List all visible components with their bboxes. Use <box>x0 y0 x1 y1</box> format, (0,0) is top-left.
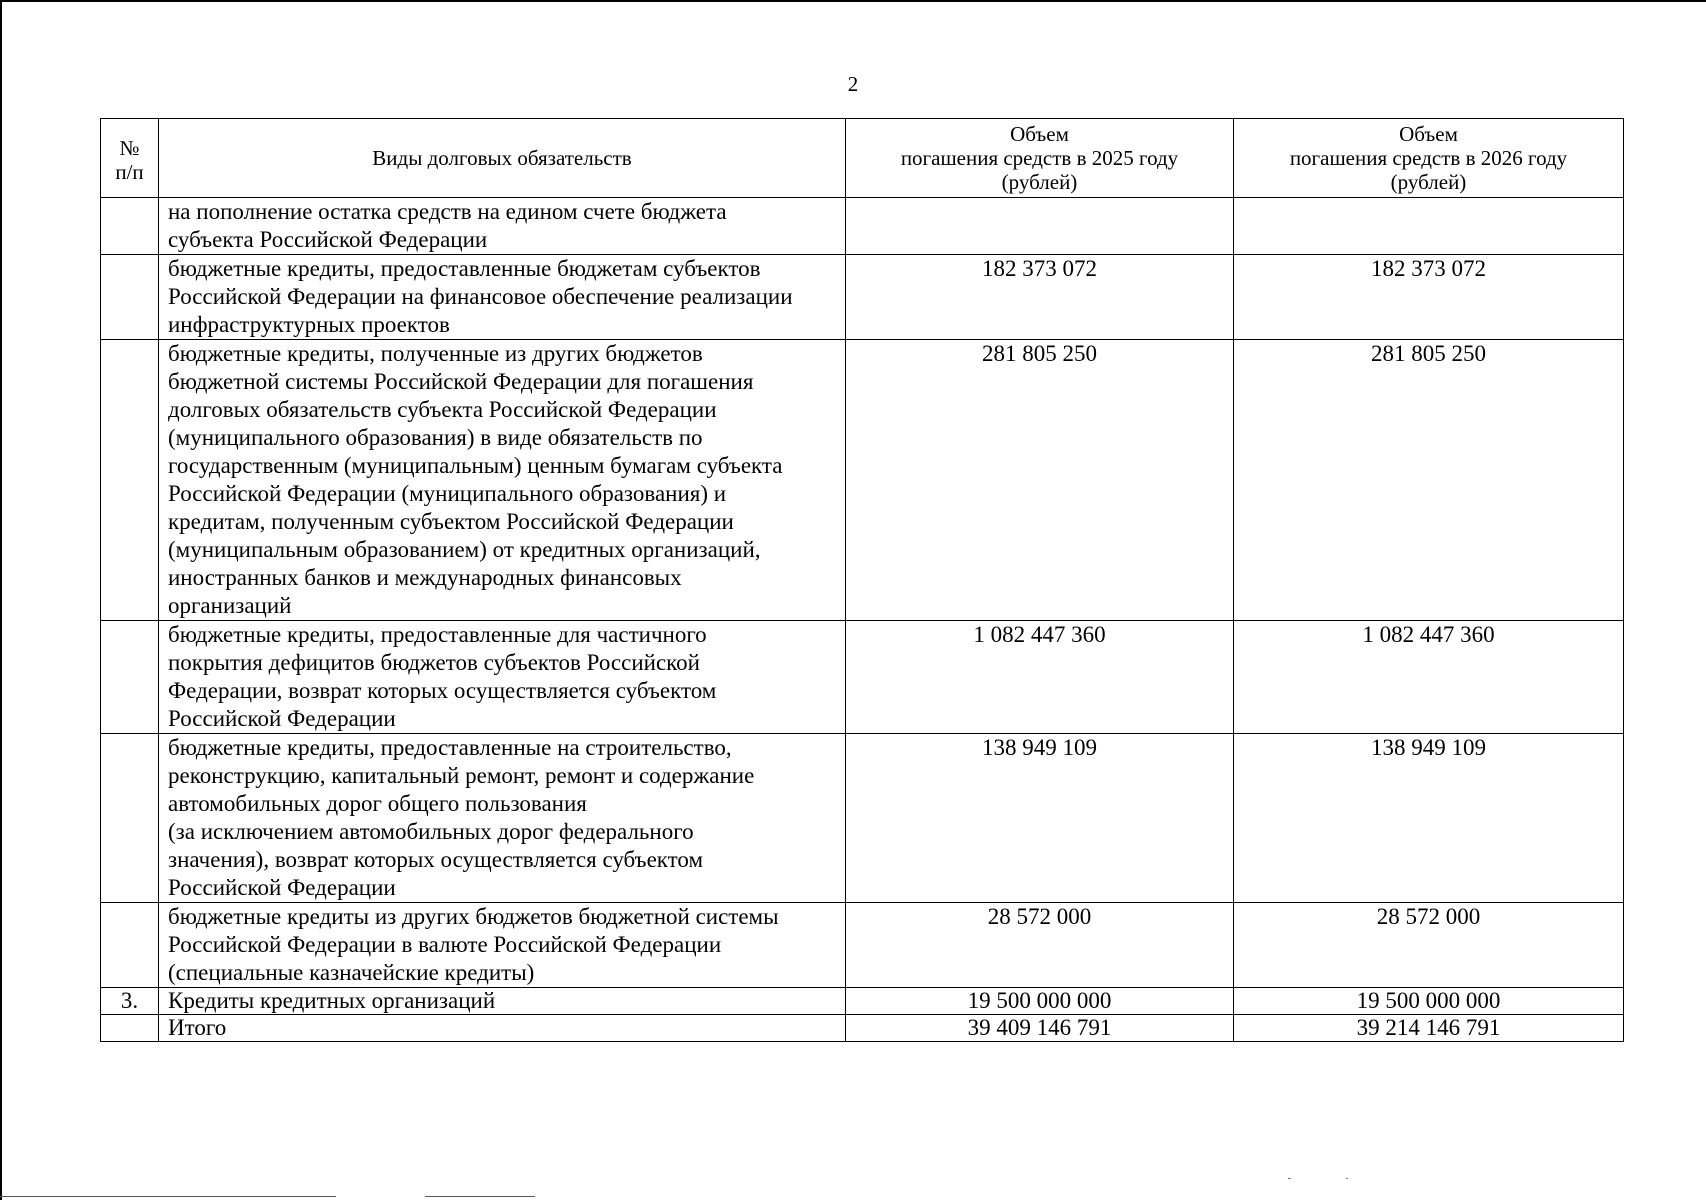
row-number <box>101 734 159 903</box>
debt-type-line: Российской Федерации на финансовое обеспечение реализации <box>168 284 793 309</box>
debt-type-line: бюджетные кредиты, предоставленные бюджетам субъектов <box>168 256 761 281</box>
volume-2025-cell: 28 572 000 <box>846 903 1234 988</box>
table-row <box>101 255 1624 340</box>
debt-type-line: реконструкцию, капитальный ремонт, ремонт и содержание <box>168 763 755 788</box>
debt-type-cell <box>159 734 846 903</box>
table-row <box>101 903 1624 988</box>
debt-type-line: государственным (муниципальным) ценным бумагам субъекта <box>168 453 783 478</box>
scan-speck <box>1288 1178 1291 1179</box>
debt-type-line: Итого <box>168 1015 227 1040</box>
volume-2025-cell: 281 805 250 <box>846 340 1234 621</box>
header-debt-type <box>159 119 846 198</box>
debt-type-line: (муниципального образования) в виде обязательств по <box>168 425 703 450</box>
header-2025-line2: погашения средств в 2025 году <box>900 146 1179 170</box>
volume-2025-cell: 19 500 000 000 <box>846 988 1234 1015</box>
header-debt-type-label: Виды долговых обязательств <box>372 146 632 170</box>
debt-type-line: покрытия дефицитов бюджетов субъектов Российской <box>168 650 700 675</box>
row-number <box>101 255 159 340</box>
debt-type-line: (специальные казначейские кредиты) <box>168 960 535 985</box>
debt-type-line: автомобильных дорог общего пользования <box>168 791 587 816</box>
row-number <box>101 621 159 734</box>
total-row <box>101 1015 1624 1042</box>
row-number <box>101 1015 159 1042</box>
debt-type-line: иностранных банков и международных финансовых <box>168 565 682 590</box>
table-header-row <box>101 119 1624 198</box>
header-number-abbr: п/п <box>115 160 144 184</box>
debt-type-line: кредитам, полученным субъектом Российской Федерации <box>168 509 734 534</box>
header-2026-line3: (рублей) <box>1390 170 1467 194</box>
debt-type-cell <box>159 621 846 734</box>
row-number <box>101 198 159 255</box>
scan-edge-line <box>425 1196 535 1197</box>
header-volume-2026 <box>1234 119 1624 198</box>
page-edge-left <box>0 0 2 1200</box>
debt-type-line: бюджетные кредиты из других бюджетов бюджетной системы <box>168 904 779 929</box>
volume-2026-cell: 1 082 447 360 <box>1234 621 1624 734</box>
debt-type-line: инфраструктурных проектов <box>168 312 450 337</box>
table-row <box>101 734 1624 903</box>
table-row <box>101 621 1624 734</box>
debt-obligations-table <box>100 118 1624 1042</box>
debt-type-cell <box>159 988 846 1015</box>
volume-2025-cell: 138 949 109 <box>846 734 1234 903</box>
debt-type-line: Кредиты кредитных организаций <box>168 988 496 1013</box>
header-2025-line1: Объем <box>1010 122 1069 146</box>
debt-type-cell <box>159 198 846 255</box>
table-row <box>101 988 1624 1015</box>
header-number-symbol: № <box>119 136 140 160</box>
debt-type-line: бюджетной системы Российской Федерации для погашения <box>168 369 754 394</box>
header-2026-line2: погашения средств в 2026 году <box>1289 146 1568 170</box>
debt-type-line: долговых обязательств субъекта Российской Федерации <box>168 397 717 422</box>
debt-type-line: (муниципальным образованием) от кредитных организаций, <box>168 537 761 562</box>
debt-type-cell <box>159 903 846 988</box>
row-number <box>101 903 159 988</box>
header-2025-line3: (рублей) <box>1001 170 1078 194</box>
volume-2025-cell: 182 373 072 <box>846 255 1234 340</box>
debt-type-line: Федерации, возврат которых осуществляется субъектом <box>168 678 717 703</box>
header-volume-2025 <box>846 119 1234 198</box>
volume-2026-cell <box>1234 198 1624 255</box>
debt-type-line: (за исключением автомобильных дорог федерального <box>168 819 694 844</box>
debt-type-line: бюджетные кредиты, предоставленные на строительство, <box>168 735 732 760</box>
debt-type-line: Российской Федерации (муниципального образования) и <box>168 481 727 506</box>
debt-type-line: Российской Федерации <box>168 875 396 900</box>
debt-type-line: Российской Федерации в валюте Российской Федерации <box>168 932 722 957</box>
page-edge-top <box>0 0 1706 2</box>
volume-2026-cell: 138 949 109 <box>1234 734 1624 903</box>
table-row <box>101 340 1624 621</box>
row-number <box>101 340 159 621</box>
volume-2026-cell: 281 805 250 <box>1234 340 1624 621</box>
debt-type-line: бюджетные кредиты, предоставленные для частичного <box>168 622 707 647</box>
debt-type-line: на пополнение остатка средств на едином счете бюджета <box>168 199 727 224</box>
debt-type-line: бюджетные кредиты, полученные из других бюджетов <box>168 341 703 366</box>
page-number: 2 <box>847 72 859 96</box>
debt-type-line: Российской Федерации <box>168 706 396 731</box>
volume-2026-cell: 182 373 072 <box>1234 255 1624 340</box>
debt-type-line: организаций <box>168 593 292 618</box>
debt-type-line: субъекта Российской Федерации <box>168 227 488 252</box>
volume-2025-cell <box>846 198 1234 255</box>
debt-type-line: значения), возврат которых осуществляется субъектом <box>168 847 704 872</box>
debt-type-cell <box>159 1015 846 1042</box>
volume-2025-cell: 39 409 146 791 <box>846 1015 1234 1042</box>
header-number <box>101 119 159 198</box>
volume-2026-cell: 28 572 000 <box>1234 903 1624 988</box>
volume-2025-cell: 1 082 447 360 <box>846 621 1234 734</box>
row-number: 3. <box>101 988 159 1015</box>
volume-2026-cell: 19 500 000 000 <box>1234 988 1624 1015</box>
debt-type-cell <box>159 255 846 340</box>
volume-2026-cell: 39 214 146 791 <box>1234 1015 1624 1042</box>
table-row <box>101 198 1624 255</box>
debt-type-cell <box>159 340 846 621</box>
scan-edge-line <box>0 1196 336 1197</box>
table-body <box>101 198 1624 1042</box>
scan-speck <box>1346 1178 1348 1179</box>
header-2026-line1: Объем <box>1399 122 1458 146</box>
